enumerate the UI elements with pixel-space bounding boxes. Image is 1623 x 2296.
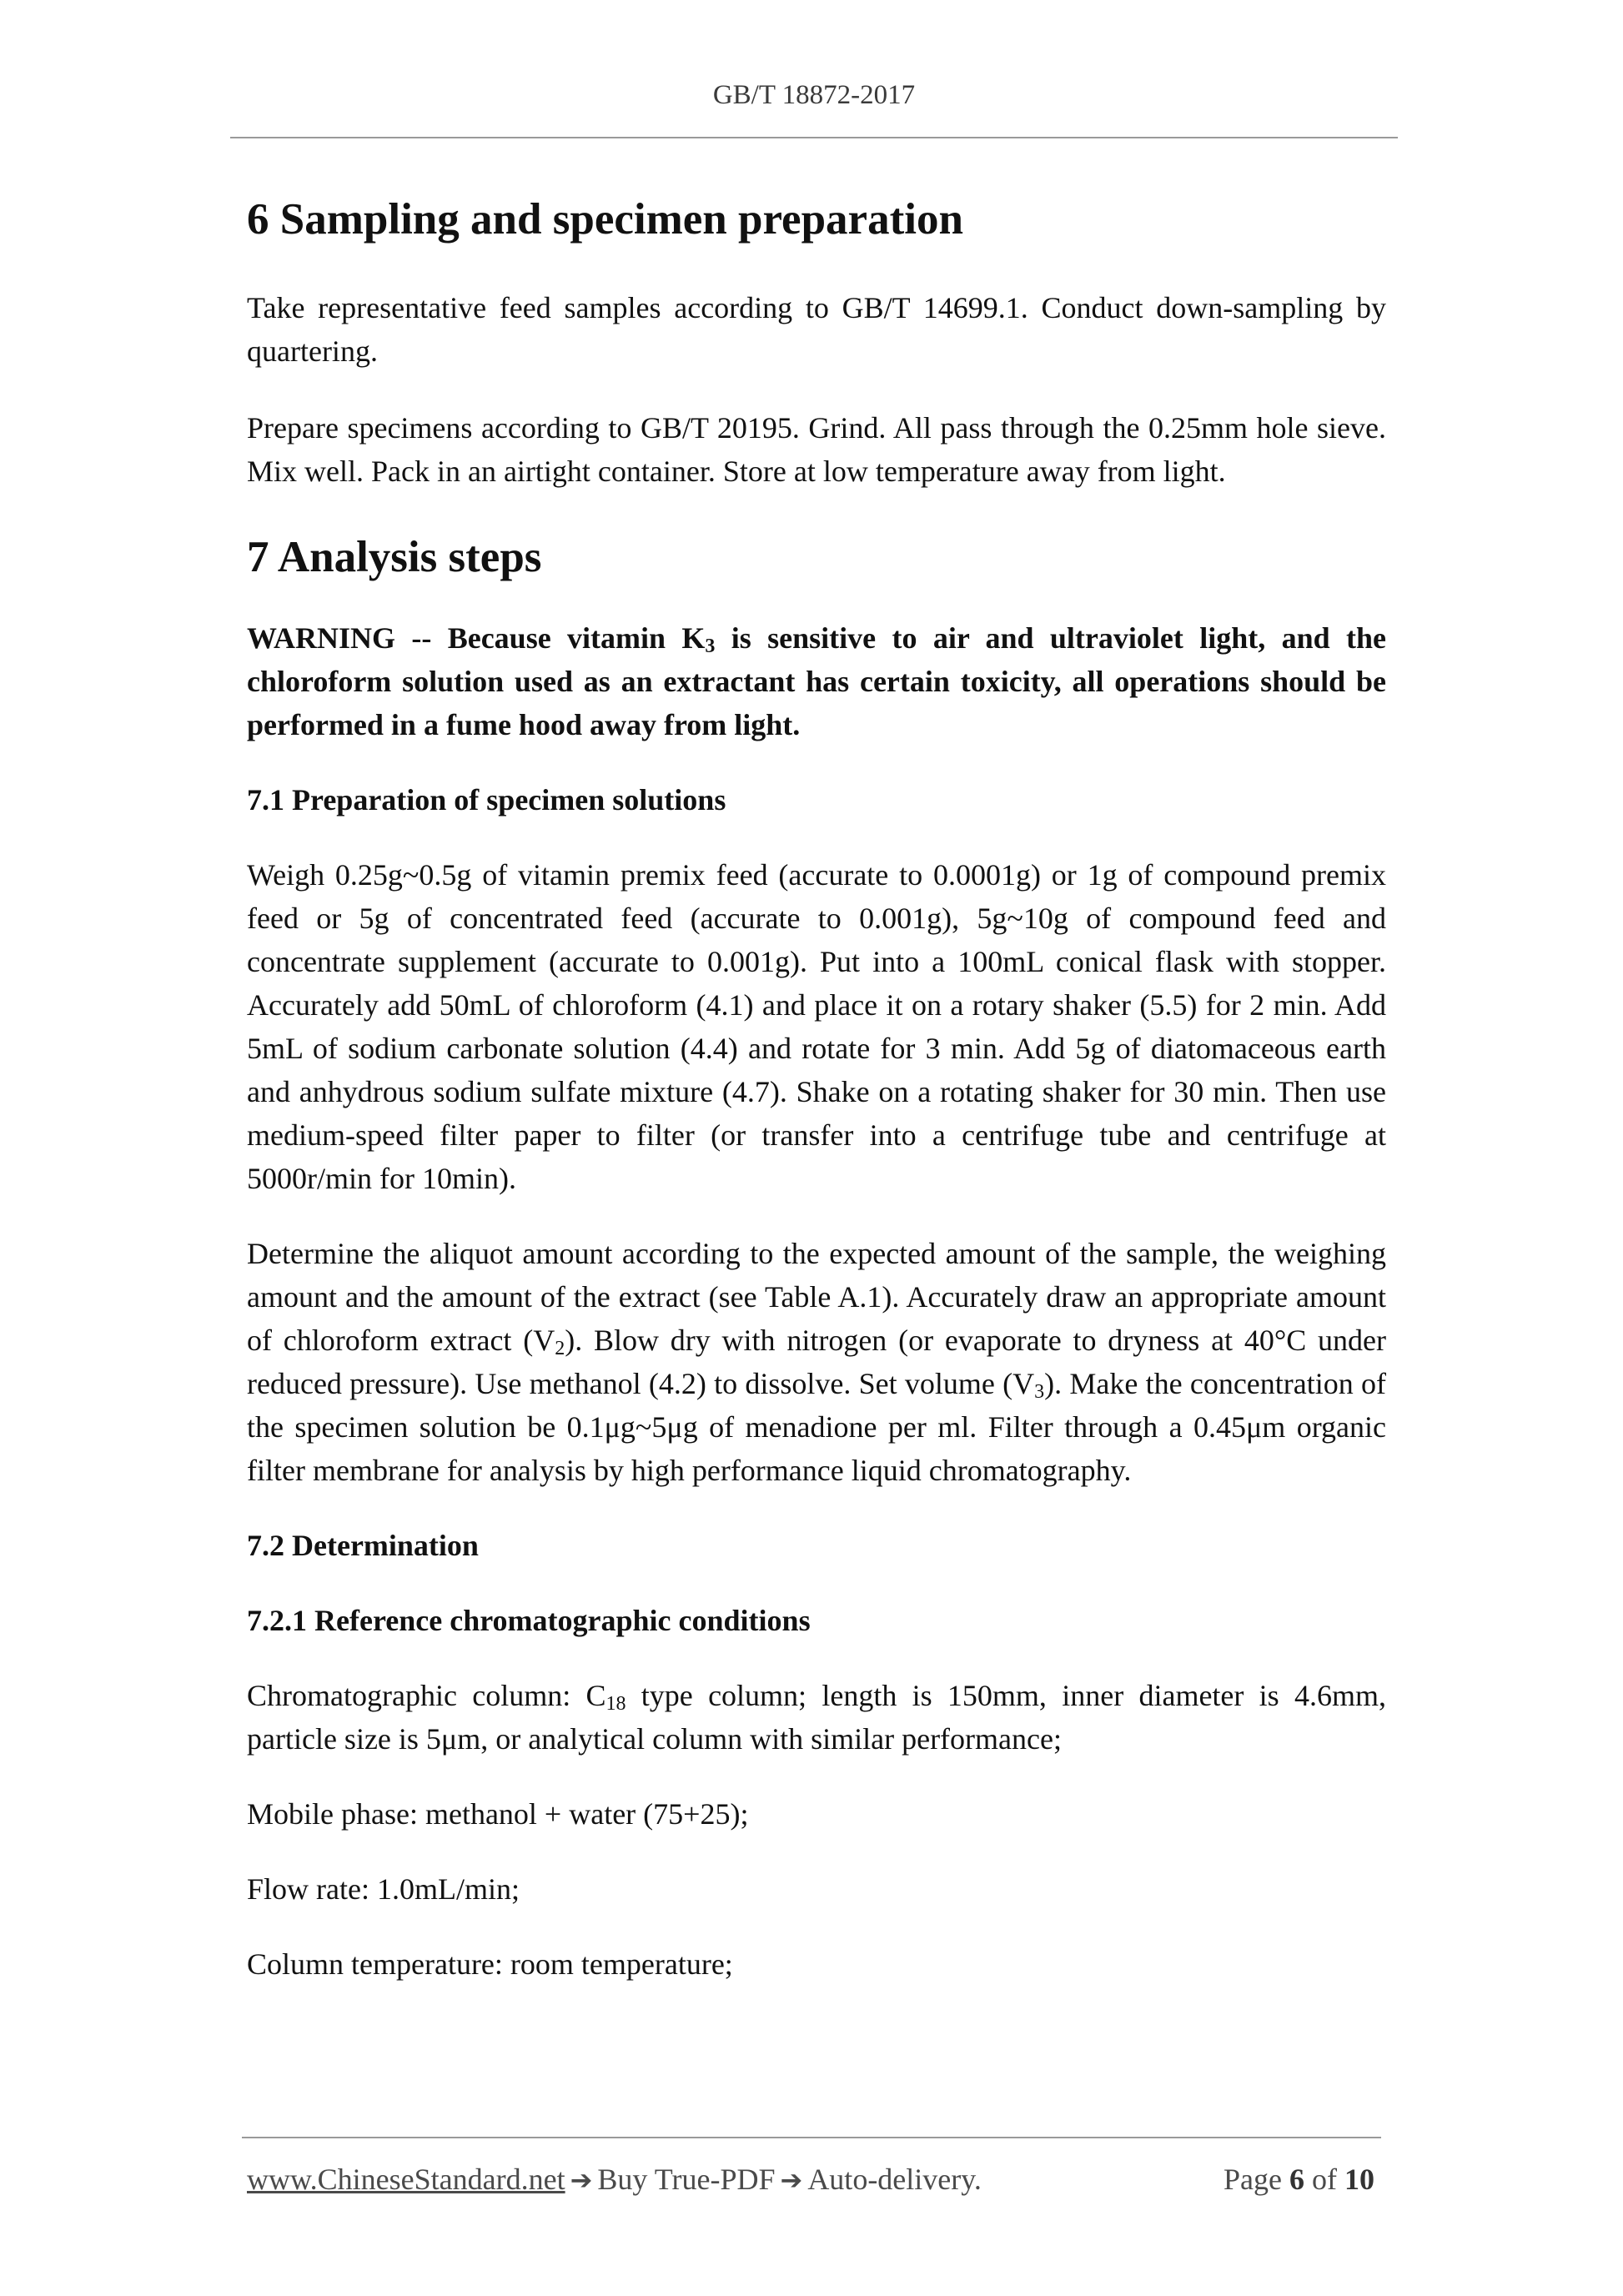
section-6-paragraph-1: Take representative feed samples according to GB/T 14699.1. Conduct down-sampling by quartering. [247, 291, 1386, 368]
section-7-1-paragraph-1: Weigh 0.25g~0.5g of vitamin premix feed (accurate to 0.0001g) or 1g of compound premix feed or 5g of concentrated feed (accurate to 0.001g), 5g~10g of compound feed and concentrate supplement (accurate to 0.001g). Put into a 100mL conical flask with stopper. Accurately add 50mL of chloroform (4.1) and place it on a rotary shaker (5.5) for 2 min. Add 5mL of sodium carbonate solution (4.4) and rotate for 3 min. Add 5g of diatomaceous earth and anhydrous sodium sulfate mixture (4.7). Shake on a rotating shaker for 30 min. Then use medium-speed filter paper to filter (or transfer into a centrifuge tube and centrifuge at 5000r/min for 10min). [247, 858, 1386, 1195]
warning-subscript: 3 [705, 636, 716, 657]
flow-rate-paragraph: Flow rate: 1.0mL/min; [247, 1872, 520, 1906]
auto-delivery-text: Auto-delivery. [807, 2163, 982, 2196]
section-6-paragraph-2: Prepare specimens according to GB/T 20195. Grind. All pass through the 0.25mm hole sieve. Mix well. Pack in an airtight container. Store at low temperature away from light. [247, 411, 1386, 488]
footer-links [247, 2162, 982, 2197]
paragraph-text-b: ). Blow dry with nitrogen (or evaporate to dryness at 40°C under reduced pressure). Use methanol (4.2) to dissolve. Set volume (V [247, 1324, 1386, 1400]
footer-divider [242, 2137, 1381, 2138]
paragraph-text-c: ). Make the concentration of the specimen solution be 0.1μg~5μg of menadione per ml. Filter through a 0.45μm organic filter membrane for analysis by high performance liquid chromatography. [247, 1367, 1387, 1487]
section-7-heading: 7 Analysis steps [247, 533, 542, 581]
page-number [1224, 2162, 1374, 2197]
warning-text-start: WARNING -- Because vitamin K [247, 621, 706, 655]
column-text-start: Chromatographic column: C [247, 1679, 606, 1712]
arrow-right-icon: ➔ [570, 2164, 593, 2196]
section-7-2-heading: 7.2 Determination [247, 1529, 479, 1562]
subscript-c18: 18 [605, 1693, 626, 1715]
page-label: Page [1224, 2163, 1282, 2196]
page-content [247, 190, 1386, 1986]
arrow-right-icon: ➔ [780, 2164, 803, 2196]
page-footer [247, 2162, 1381, 2203]
of-label: of [1312, 2163, 1337, 2196]
section-6-heading: 6 Sampling and specimen preparation [247, 195, 963, 244]
section-7-1-heading: 7.1 Preparation of specimen solutions [247, 783, 726, 816]
column-temperature-paragraph: Column temperature: room temperature; [247, 1947, 733, 1981]
total-pages-number: 10 [1344, 2163, 1374, 2196]
header-divider [230, 137, 1398, 138]
column-text-end: type column; length is 150mm, inner diameter is 4.6mm, particle size is 5μm, or analytical column with similar performance; [247, 1679, 1386, 1756]
site-link[interactable]: www.ChineseStandard.net [247, 2163, 565, 2196]
section-7-2-1-heading: 7.2.1 Reference chromatographic conditions [247, 1604, 811, 1637]
mobile-phase-paragraph: Mobile phase: methanol + water (75+25); [247, 1797, 749, 1831]
current-page-number: 6 [1289, 2163, 1304, 2196]
page-header: GB/T 18872-2017 [712, 80, 916, 110]
paragraph-text-a: Determine the aliquot amount according to the expected amount of the sample, the weighing amount and the amount of the extract (see Table A.1). Accurately draw an appropriate amount of chloroform extract (V [247, 1237, 1386, 1357]
warning-text-end: is sensitive to air and ultraviolet light, and the chloroform solution used as an extractant has certain toxicity, all operations should be performed in a fume hood away from light. [247, 621, 1386, 741]
subscript-v2: 2 [555, 1338, 565, 1359]
section-7-1-paragraph-2 [247, 1232, 1386, 1492]
warning-paragraph [247, 616, 1386, 746]
chromatographic-column-paragraph [247, 1674, 1386, 1761]
subscript-v3: 3 [1034, 1381, 1045, 1403]
buy-true-pdf-text: Buy True-PDF [597, 2163, 776, 2196]
